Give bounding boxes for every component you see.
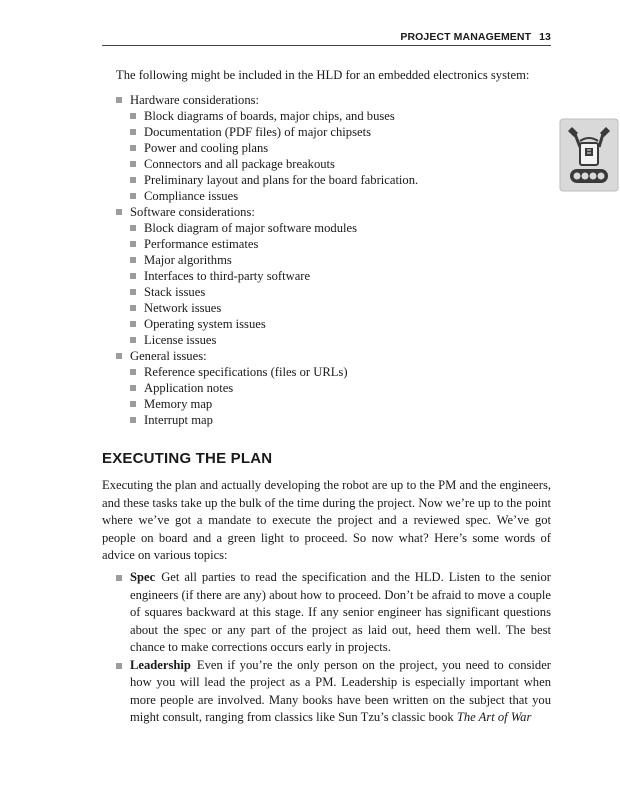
robot-margin-icon (558, 117, 620, 193)
list-item: Reference specifications (files or URLs) (130, 364, 418, 380)
outline-sublist (116, 108, 418, 204)
bullet-square-icon (130, 145, 136, 151)
advice-text: Even if you’re the only person on the project, you need to consider how you will lead the project as a PM. Leadership is especially important when more people are involved. Many books have been written on the subject that you might consult, ranging from classics like Sun Tzu’s classic book (130, 657, 551, 724)
list-item: License issues (130, 332, 418, 348)
list-item: Connectors and all package breakouts (130, 156, 418, 172)
intro-sentence: The following might be included in the HLD for an embedded electronics system: (116, 68, 530, 82)
list-item: Power and cooling plans (130, 140, 418, 156)
bullet-square-icon (116, 353, 122, 359)
header-rule (102, 45, 551, 46)
bullet-square-icon (130, 385, 136, 391)
list-item: Memory map (130, 396, 418, 412)
list-item: Major algorithms (130, 252, 418, 268)
bullet-square-icon (130, 369, 136, 375)
list-item: Block diagrams of boards, major chips, and buses (130, 108, 418, 124)
list-item: Performance estimates (130, 236, 418, 252)
outline-group-label: Hardware considerations: (130, 93, 260, 107)
bullet-square-icon (130, 401, 136, 407)
list-item: Documentation (PDF files) of major chipsets (130, 124, 418, 140)
list-item: Interrupt map (130, 412, 418, 428)
bullet-square-icon (130, 305, 136, 311)
list-item: Stack issues (130, 284, 418, 300)
outline-sublist (116, 220, 418, 348)
bullet-square-icon (116, 575, 122, 581)
bullet-square-icon (130, 177, 136, 183)
running-header-title: PROJECT MANAGEMENT (400, 31, 532, 43)
advice-list (116, 569, 551, 727)
advice-text: Get all parties to read the specification and the HLD. Listen to the senior engineers (if there are any) about how to proceed. Don’t be afraid to move a couple of squares backward at this stage. If any senior engineer has significant questions about the spec or any part of the project as laid out, heed them well. The best chance to make corrections occurs early in projects. (130, 570, 551, 654)
running-header (102, 31, 551, 45)
bullet-square-icon (130, 273, 136, 279)
book-title: The Art of War (456, 710, 532, 724)
list-item: Interfaces to third-party software (130, 268, 418, 284)
outline-group-label: General issues: (130, 349, 207, 363)
list-item: Compliance issues (130, 188, 418, 204)
outline-group (116, 204, 418, 348)
outline-group-label: Software considerations: (130, 205, 255, 219)
advice-term: Spec (130, 570, 156, 584)
bullet-square-icon (130, 113, 136, 119)
section-title: EXECUTING THE PLAN (102, 450, 273, 467)
list-item: Network issues (130, 300, 418, 316)
outline-group (116, 92, 418, 204)
bullet-square-icon (130, 225, 136, 231)
bullet-square-icon (130, 241, 136, 247)
bullet-square-icon (130, 417, 136, 423)
advice-item (116, 569, 551, 657)
bullet-square-icon (130, 257, 136, 263)
hld-outline (116, 92, 418, 428)
bullet-square-icon (116, 663, 122, 669)
outline-sublist (116, 364, 418, 428)
bullet-square-icon (130, 289, 136, 295)
advice-term: Leadership (130, 657, 191, 672)
bullet-square-icon (130, 193, 136, 199)
bullet-square-icon (130, 321, 136, 327)
bullet-square-icon (130, 129, 136, 135)
advice-item (116, 657, 551, 727)
list-item: Block diagram of major software modules (130, 220, 418, 236)
body-paragraph: Executing the plan and actually developing the robot are up to the PM and the engineers, and these tasks take up the bulk of the time during the project. Now we’re up to the point where we’ve got a mandate to execute the project and a reviewed spec. We’ve got people on board and a green light to proceed. So now what? Here’s some words of advice on various topics: (102, 478, 551, 562)
list-item: Operating system issues (130, 316, 418, 332)
bullet-square-icon (116, 209, 122, 215)
outline-group (116, 348, 418, 428)
bullet-square-icon (116, 97, 122, 103)
list-item: Application notes (130, 380, 418, 396)
page-number: 13 (539, 31, 551, 43)
bullet-square-icon (130, 337, 136, 343)
bullet-square-icon (130, 161, 136, 167)
list-item: Preliminary layout and plans for the board fabrication. (130, 172, 418, 188)
